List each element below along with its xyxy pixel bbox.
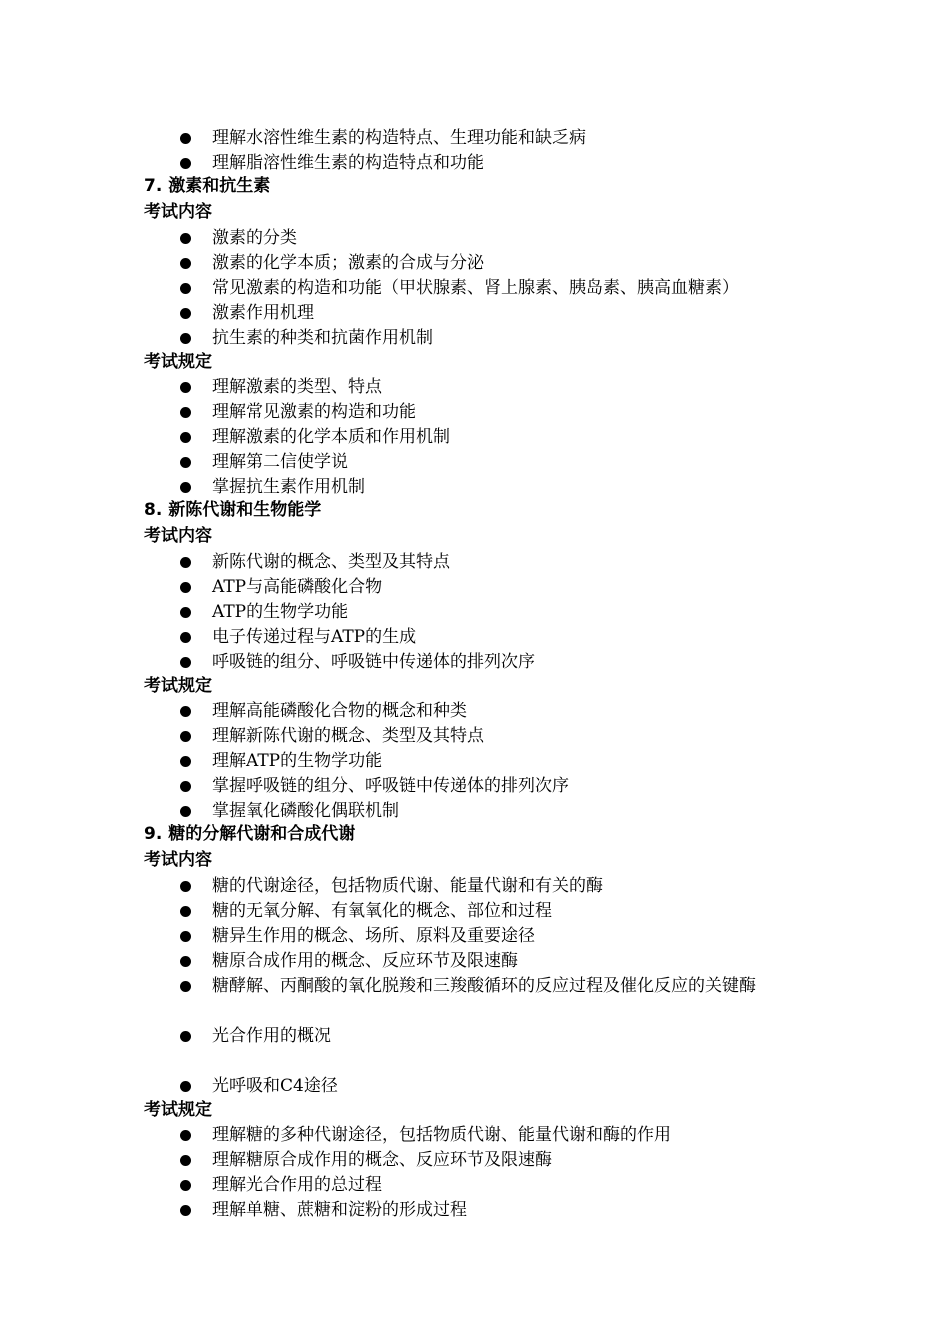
subsection-heading: 考试规定 — [144, 1100, 212, 1120]
list-item-text: 光合作用的概况 — [212, 1026, 331, 1046]
bullet-dot-icon — [180, 657, 191, 668]
list-item-text: 掌握抗生素作用机制 — [212, 477, 365, 497]
bullet-dot-icon — [180, 632, 191, 643]
list-item-text: 糖的代谢途径，包括物质代谢、能量代谢和有关的酶 — [212, 876, 603, 896]
bullet-dot-icon — [180, 482, 191, 493]
bullet-dot-icon — [180, 133, 191, 144]
list-item-text: 理解糖的多种代谢途径，包括物质代谢、能量代谢和酶的作用 — [212, 1125, 671, 1145]
bullet-dot-icon — [180, 1081, 191, 1092]
list-item-text: 理解激素的化学本质和作用机制 — [212, 427, 450, 447]
subsection-heading: 考试内容 — [144, 526, 212, 546]
list-item-text: 抗生素的种类和抗菌作用机制 — [212, 328, 433, 348]
list-item-text: 糖异生作用的概念、场所、原料及重要途径 — [212, 926, 535, 946]
list-item-text: 理解光合作用的总过程 — [212, 1175, 382, 1195]
bullet-dot-icon — [180, 308, 191, 319]
bullet-dot-icon — [180, 158, 191, 169]
list-item-text: 光呼吸和C4途径 — [212, 1076, 338, 1096]
bullet-dot-icon — [180, 1155, 191, 1166]
subsection-heading: 考试规定 — [144, 676, 212, 696]
bullet-dot-icon — [180, 582, 191, 593]
list-item-text: 激素的化学本质；激素的合成与分泌 — [212, 253, 484, 273]
bullet-dot-icon — [180, 881, 191, 892]
bullet-dot-icon — [180, 1130, 191, 1141]
list-item-text: 掌握呼吸链的组分、呼吸链中传递体的排列次序 — [212, 776, 569, 796]
bullet-dot-icon — [180, 956, 191, 967]
list-item-text: 理解新陈代谢的概念、类型及其特点 — [212, 726, 484, 746]
subsection-heading: 考试内容 — [144, 850, 212, 870]
bullet-dot-icon — [180, 607, 191, 618]
bullet-dot-icon — [180, 258, 191, 269]
list-item-text: 呼吸链的组分、呼吸链中传递体的排列次序 — [212, 652, 535, 672]
bullet-dot-icon — [180, 906, 191, 917]
list-item-text: 理解第二信使学说 — [212, 452, 348, 472]
list-item-text: 糖酵解、丙酮酸的氧化脱羧和三羧酸循环的反应过程及催化反应的关键酶 — [212, 976, 756, 996]
list-item-text: 常见激素的构造和功能（甲状腺素、肾上腺素、胰岛素、胰高血糖素） — [212, 278, 739, 298]
bullet-dot-icon — [180, 457, 191, 468]
bullet-dot-icon — [180, 806, 191, 817]
bullet-dot-icon — [180, 432, 191, 443]
bullet-dot-icon — [180, 1180, 191, 1191]
list-item-text: 理解糖原合成作用的概念、反应环节及限速酶 — [212, 1150, 552, 1170]
bullet-dot-icon — [180, 706, 191, 717]
bullet-dot-icon — [180, 333, 191, 344]
list-item-text: 理解单糖、蔗糖和淀粉的形成过程 — [212, 1200, 467, 1220]
bullet-dot-icon — [180, 407, 191, 418]
bullet-dot-icon — [180, 382, 191, 393]
bullet-dot-icon — [180, 931, 191, 942]
list-item-text: 新陈代谢的概念、类型及其特点 — [212, 552, 450, 572]
section-heading: 9. 糖的分解代谢和合成代谢 — [144, 824, 356, 844]
list-item-text: 电子传递过程与ATP的生成 — [212, 627, 417, 647]
list-item-text: 理解脂溶性维生素的构造特点和功能 — [212, 153, 484, 173]
list-item-text: 糖的无氧分解、有氧氧化的概念、部位和过程 — [212, 901, 552, 921]
bullet-dot-icon — [180, 233, 191, 244]
bullet-dot-icon — [180, 731, 191, 742]
subsection-heading: 考试规定 — [144, 352, 212, 372]
list-item-text: 掌握氧化磷酸化偶联机制 — [212, 801, 399, 821]
bullet-dot-icon — [180, 981, 191, 992]
list-item-text: 理解常见激素的构造和功能 — [212, 402, 416, 422]
bullet-dot-icon — [180, 756, 191, 767]
bullet-dot-icon — [180, 283, 191, 294]
list-item-text: ATP与高能磷酸化合物 — [212, 577, 383, 597]
bullet-dot-icon — [180, 781, 191, 792]
section-heading: 8. 新陈代谢和生物能学 — [144, 500, 322, 520]
list-item-text: 理解高能磷酸化合物的概念和种类 — [212, 701, 467, 721]
bullet-dot-icon — [180, 1031, 191, 1042]
bullet-dot-icon — [180, 557, 191, 568]
list-item-text: 激素作用机理 — [212, 303, 314, 323]
list-item-text: ATP的生物学功能 — [212, 602, 349, 622]
section-heading: 7. 激素和抗生素 — [144, 176, 271, 196]
list-item-text: 理解激素的类型、特点 — [212, 377, 382, 397]
subsection-heading: 考试内容 — [144, 202, 212, 222]
list-item-text: 理解水溶性维生素的构造特点、生理功能和缺乏病 — [212, 128, 586, 148]
list-item-text: 激素的分类 — [212, 228, 297, 248]
bullet-dot-icon — [180, 1205, 191, 1216]
list-item-text: 理解ATP的生物学功能 — [212, 751, 383, 771]
list-item-text: 糖原合成作用的概念、反应环节及限速酶 — [212, 951, 518, 971]
